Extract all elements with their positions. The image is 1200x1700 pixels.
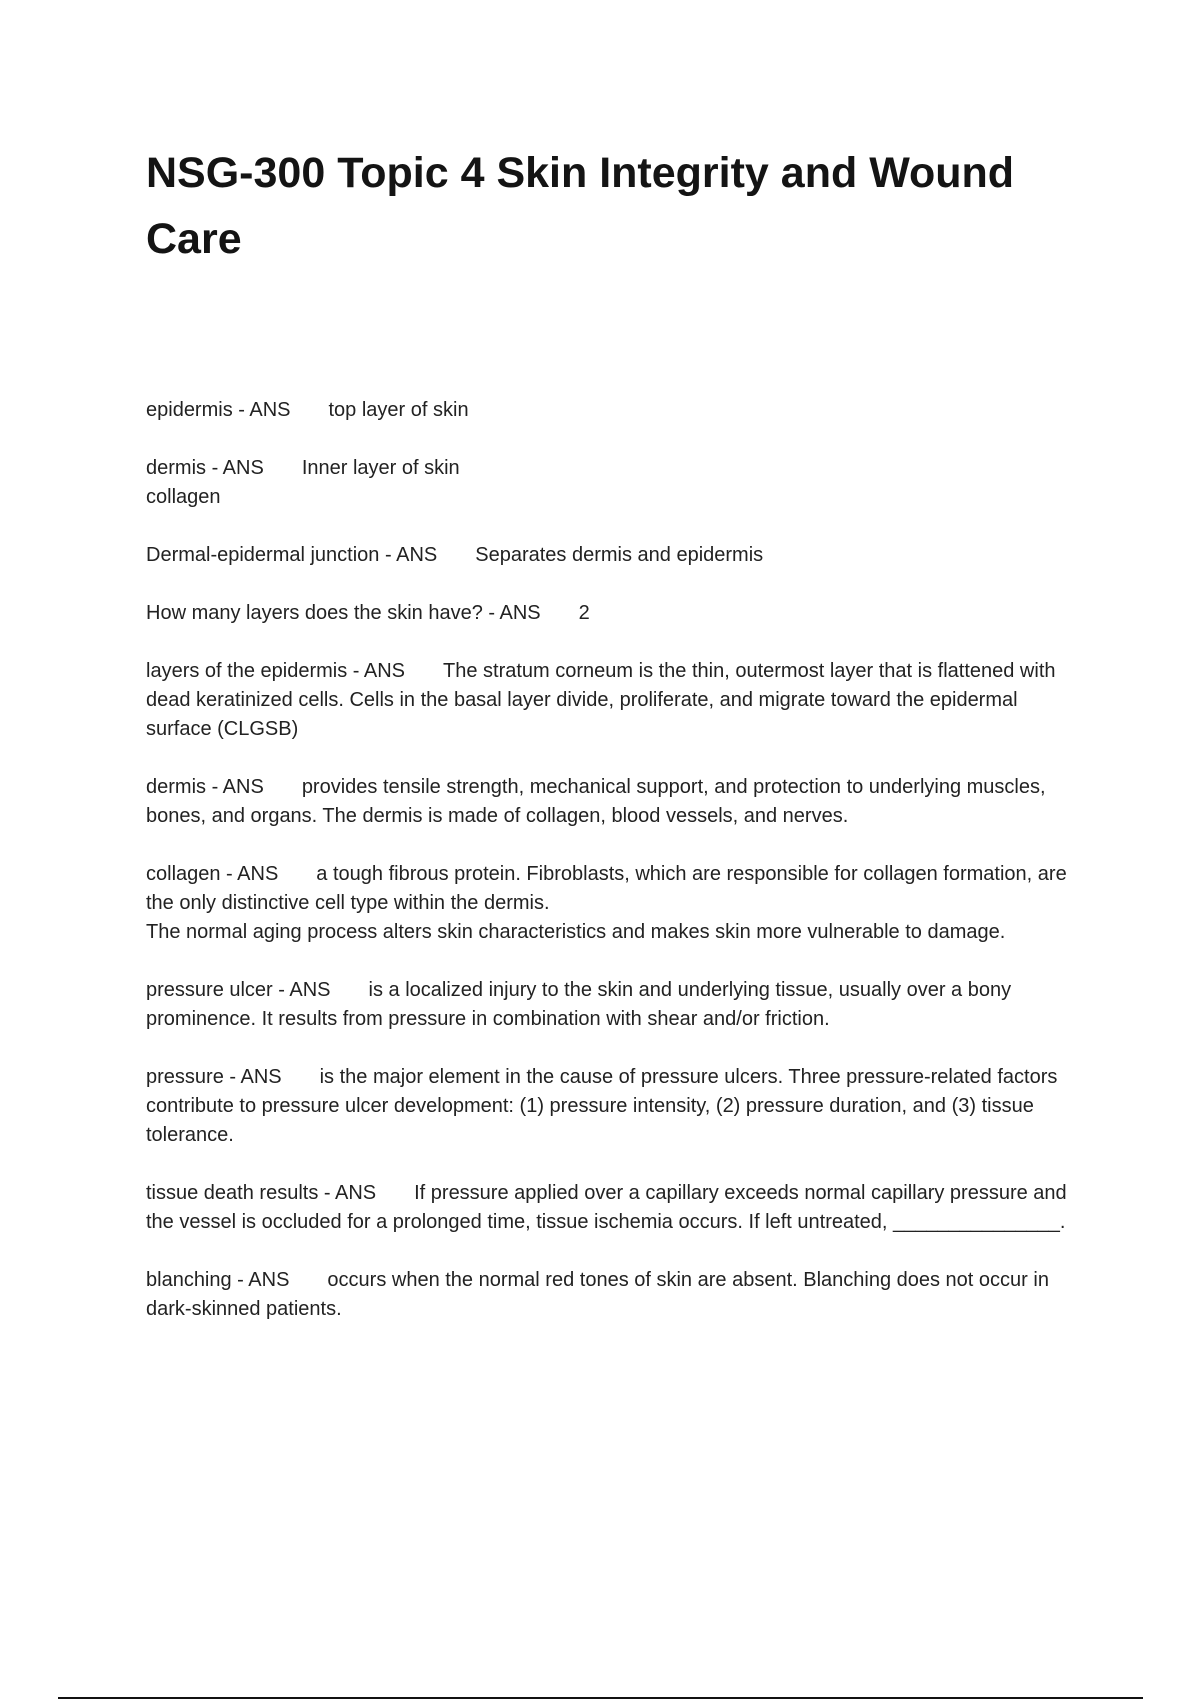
document-title: NSG-300 Topic 4 Skin Integrity and Wound Care (146, 149, 1015, 263)
page-bottom-divider (58, 1697, 1143, 1699)
entry-term: dermis - ANS (146, 457, 264, 479)
entry-term: collagen - ANS (146, 863, 279, 885)
entry-answer: 2 (578, 602, 590, 624)
flashcard-entry (146, 1063, 1086, 1150)
entry-term: How many layers does the skin have? - ANS (146, 602, 541, 624)
entry-term: layers of the epidermis - ANS (146, 660, 405, 682)
entry-answer-line: collagen (146, 486, 221, 508)
entry-answer: Inner layer of skin (301, 457, 460, 479)
flashcard-entry (146, 454, 1086, 512)
entry-answer: is the major element in the cause of pressure ulcers. Three pressure-related factors contribute to pressure ulcer development: (1) pressure intensity, (2) pressure duration, and (3) tissue tolerance. (146, 1066, 1058, 1146)
entry-answer: The stratum corneum is the thin, outermost layer that is flattened with dead keratinized cells. Cells in the basal layer divide, proliferate, and migrate toward the epidermal surface (CLGSB) (146, 660, 1056, 740)
entry-answer: provides tensile strength, mechanical support, and protection to underlying muscles, bones, and organs. The dermis is made of collagen, blood vessels, and nerves. (146, 776, 1046, 827)
flashcard-entry (146, 976, 1086, 1034)
entry-answer: top layer of skin (328, 399, 469, 421)
entry-answer: occurs when the normal red tones of skin are absent. Blanching does not occur in dark-skinned patients. (146, 1269, 1049, 1320)
flashcard-entry (146, 1266, 1086, 1324)
entry-answer: Separates dermis and epidermis (475, 544, 764, 566)
entry-term: blanching - ANS (146, 1269, 290, 1291)
entry-term: dermis - ANS (146, 776, 264, 798)
flashcard-entry (146, 773, 1086, 831)
entry-term: pressure - ANS (146, 1066, 282, 1088)
entry-answer: is a localized injury to the skin and underlying tissue, usually over a bony prominence. It results from pressure in combination with shear and/or friction. (146, 979, 1012, 1030)
flashcard-entry (146, 1179, 1086, 1237)
flashcard-entry (146, 657, 1086, 744)
entry-term: epidermis - ANS (146, 399, 291, 421)
flashcard-list (146, 396, 1086, 1353)
entry-answer-line: The normal aging process alters skin characteristics and makes skin more vulnerable to damage. (146, 921, 1006, 943)
flashcard-entry (146, 396, 1086, 425)
entry-answer: a tough fibrous protein. Fibroblasts, which are responsible for collagen formation, are the only distinctive cell type within the dermis. (146, 863, 1067, 914)
entry-term: pressure ulcer - ANS (146, 979, 331, 1001)
entry-term: Dermal-epidermal junction - ANS (146, 544, 438, 566)
flashcard-entry (146, 599, 1086, 628)
flashcard-entry (146, 860, 1086, 947)
entry-term: tissue death results - ANS (146, 1182, 377, 1204)
flashcard-entry (146, 541, 1086, 570)
entry-answer: If pressure applied over a capillary exceeds normal capillary pressure and the vessel is occluded for a prolonged time, tissue ischemia occurs. If left untreated, _______________. (146, 1182, 1067, 1233)
